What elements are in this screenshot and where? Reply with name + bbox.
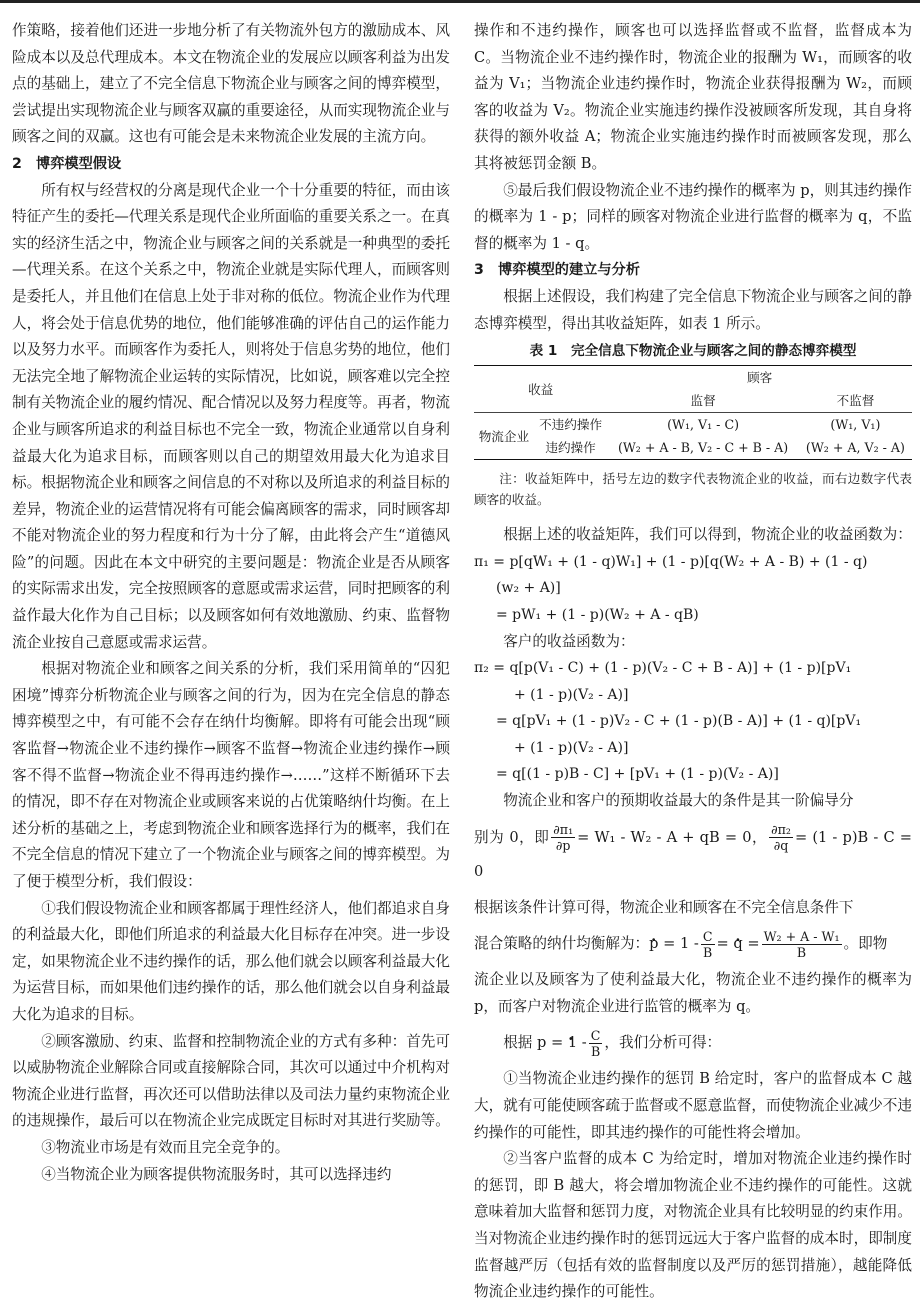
equation-pi2-line5: = q[(1 - p)B - C] + [pV₁ + (1 - p)(V₂ - A)] bbox=[496, 766, 779, 783]
table-col-group-header: 顾客 bbox=[607, 366, 912, 390]
fraction-w-over-b: $\frac{\text{W₂ + A - W₁}}{B}$ bbox=[763, 928, 840, 960]
equation-pi2-line2: + (1 - p)(V₂ - A)] bbox=[514, 686, 629, 703]
assumption-5: ⑤最后我们假设物流企业不违约操作的概率为 p，则其违约操作的概率为 1 - p；同样的顾客对物流企业进行监督的概率为 q，不监督的概率为 1 - q。 bbox=[474, 181, 912, 252]
table-note: 注：收益矩阵中，括号左边的数字代表物流企业的收益，而右边数字代表顾客的收益。 bbox=[474, 471, 912, 508]
equilibrium-line: 混合策略的纳什均衡解为：· p = 1 - $\frac{C}{B}$ = · q = $\frac{\text{W₂ + A - W₁}}{B}$ 。即物 bbox=[474, 927, 912, 961]
equation-pi2-line3: = q[pV₁ + (1 - p)V₂ - C + (1 - p)(B - A)] + (1 - q)[pV₁ bbox=[496, 713, 862, 730]
paragraph-intro: 作策略，接着他们还进一步地分析了有关物流外包方的激励成本、风险成本以及总代理成本。本文在物流企业的发展应以顾客利益为出发点的基础上，建立了不完全信息下物流企业与顾客之间的博弈模型，尝试提出实现物流企业与顾客双赢的重要途径，从而实现物流企业与顾客之间的双赢。这也有可能会是未来物流企业发展的主流方向。 bbox=[12, 22, 450, 146]
table-row-group-header: 物流企业 bbox=[474, 413, 534, 460]
left-column bbox=[12, 18, 450, 1188]
paragraph-prisoners-dilemma: 根据对物流企业和顾客之间关系的分析，我们采用简单的“囚犯困境”博弈分析物流企业与顾客之间的行为，因为在完全信息的静态博弈模型之中，有可能不会存在纳什均衡解。即将有可能会出现“顾客监督→物流企业不违约操作→顾客不监督→物流企业违约操作→顾客不得不监督→物流企业不得再违约操作→……”这样不断循环下去的情况，即不存在对物流企业或顾客来说的占优策略纳什均衡。在上述分析的基础之上，考虑到物流企业和顾客选择行为的概率，我们在不完全信息的情况下建立了一个物流企业与顾客之间的博弈模型。为了便于模型分析，我们假设： bbox=[12, 660, 450, 890]
fraction-d-pi1-dp: $\frac{\text{∂π₁}}{\partial p}$ bbox=[553, 822, 574, 854]
section-heading-2: 2 博弈模型假设 bbox=[12, 155, 122, 172]
paragraph-calc: 根据该条件计算可得，物流企业和顾客在不完全信息条件下 bbox=[474, 898, 854, 916]
paragraph-model-intro: 根据上述假设，我们构建了完全信息下物流企业与顾客之间的静态博弈模型，得出其收益矩阵，如表 1 所示。 bbox=[474, 287, 912, 332]
table-caption: 表 1 完全信息下物流企业与顾客之间的静态博弈模型 bbox=[529, 343, 857, 360]
equation-pi1-line3: = pW₁ + (1 - p)(W₂ + A - qB) bbox=[496, 606, 699, 623]
table-col-header-supervise: 监督 bbox=[607, 389, 798, 413]
table-row-header-violation: 违约操作 bbox=[534, 436, 608, 460]
q-dot-symbol: · q bbox=[733, 935, 742, 952]
section-heading-3: 3 博弈模型的建立与分析 bbox=[474, 262, 640, 279]
equation-pi1-line2: (w₂ + A)] bbox=[496, 580, 561, 597]
result-1: ①当物流企业违约操作的惩罚 B 给定时，客户的监督成本 C 越大，就有可能使顾客疏于监督或不愿意监督，而使物流企业减少不违约操作的可能性，即其违约操作的可能性将会增加。 bbox=[474, 1070, 912, 1141]
table-corner-header: 收益 bbox=[474, 366, 607, 413]
paragraph-first-order: 物流企业和客户的预期收益最大的条件是其一阶偏导分 bbox=[503, 792, 854, 810]
right-column bbox=[474, 18, 912, 1306]
assumption-4-cont: 操作和不违约操作，顾客也可以选择监督或不监督，监督成本为 C。当物流企业不违约操作时，物流企业的报酬为 W₁，而顾客的收益为 V₁；当物流企业违约操作时，物流企业获得报酬为 W₂，而顾客的收益为 V₂。物流企业实施违约操作没被顾客所发现，其自身将获得的额外收益 A；物流企业实施违约操作时而被顾客发现，那么其将被惩罚金额 B。 bbox=[474, 22, 912, 172]
equation-pi2-line1: π₂ = q[p(V₁ - C) + (1 - p)(V₂ - C + B - A)] + (1 - p)[pV₁ bbox=[474, 660, 852, 677]
assumption-4-start: ④当物流企业为顾客提供物流服务时，其可以选择违约 bbox=[41, 1165, 392, 1183]
table-col-header-no-supervise: 不监督 bbox=[799, 389, 912, 413]
table-cell-compliant-supervise: (W₁, V₁ - C) bbox=[607, 413, 798, 437]
fraction-d-pi2-dq: $\frac{\text{∂π₂}}{\partial q}$ bbox=[771, 822, 791, 854]
partial-derivative-line: 别为 0，即 $\frac{\text{∂π₁}}{\partial p}$ = W₁ - W₂ - A + qB = 0， $\frac{\text{∂π₂}}{\partial q}$ = (1 - p)B - C = 0 bbox=[474, 822, 912, 880]
equation-pi1-line1: π₁ = p[qW₁ + (1 - q)W₁] + (1 - p)[q(W₂ + A - B) + (1 - q) bbox=[474, 553, 868, 570]
table-cell-violation-no-supervise: (W₂ + A, V₂ - A) bbox=[799, 436, 912, 460]
result-2: ②当客户监督的成本 C 为给定时，增加对物流企业违约操作时的惩罚，即 B 越大，将会增加物流企业不违约操作的可能性。这就意味着加大监督和惩罚力度，对物流企业具有比较明显的约束作用。当对物流企业违约操作时的惩罚远远大于客户监督的成本时，即制度监督越严厉（包括有效的监督制度以及严厉的惩罚措施），越能降低物流企业违约操作的可能性。 bbox=[474, 1150, 912, 1301]
equation-pi2-line4: + (1 - p)(V₂ - A)] bbox=[514, 739, 629, 756]
fraction-c-over-b-2: $\frac{C}{B}$ bbox=[590, 1027, 601, 1059]
assumption-1: ①我们假设物流企业和顾客都属于理性经济人，他们都追求自身的利益最大化，即他们所追求的利益最大化目标存在冲突。进一步设定，如果物流企业不违约操作的话，那么他们就会以顾客利益最大化为运营目标，而如果他们违约操作的话，那么他们就会以自身利益最大化为追求的目标。 bbox=[12, 899, 450, 1023]
paragraph-principal-agent: 所有权与经营权的分离是现代企业一个十分重要的特征，而由该特征产生的委托—代理关系是现代企业所面临的重要关系之一。在真实的经济生活之中，物流企业与顾客之间的关系就是一种典型的委托—代理关系。在这个关系之中，物流企业就是实际代理人，而顾客则是委托人，并且他们在信息上处于非对称的低位。物流企业作为代理人，将会处于信息优势的地位，他们能够准确的评估自己的运作能力以及努力水平。而顾客作为委托人，则将处于信息劣势的地位，他们无法完全地了解物流企业运转的实际情况，比如说，顾客难以完全控制有关物流企业的履约情况、配合情况以及努力程度等。再者，物流企业与顾客所追求的利益目标也不完全一致，物流企业通常以自身利益最大化为追求目标，而顾客则以自己的期望效用最大化为追求目标。根据物流企业和顾客之间信息的不对称以及所追求的利益目标的差异，物流企业的运营情况将有可能会偏离顾客的需求，同时顾客却不能对物流企业的努力程度和行为十分了解，由此将会产生“道德风险”的问题。因此在本文中研究的主要问题是：物流企业是否从顾客的实际需求出发，完全按照顾客的意愿或需求运营，同时把顾客的利益作最大化作为自己目标；以及顾客如何有效地激励、约束、监督物流企业按自己意愿或需求运营。 bbox=[12, 181, 450, 651]
analysis-intro-line: 根据 · p = 1 - $\frac{C}{B}$ ，我们分析可得： bbox=[474, 1026, 912, 1060]
header-rule bbox=[0, 0, 920, 3]
assumption-3: ③物流业市场是有效而且完全竞争的。 bbox=[41, 1138, 290, 1156]
fraction-c-over-b: $\frac{C}{B}$ bbox=[702, 928, 713, 960]
table-row-header-compliant: 不违约操作 bbox=[534, 413, 608, 437]
table-cell-violation-supervise: (W₂ + A - B, V₂ - C + B - A) bbox=[607, 436, 798, 460]
assumption-2: ②顾客激励、约束、监督和控制物流企业的方式有多种：首先可以威胁物流企业解除合同或直接解除合同，其次可以通过中介机构对物流企业进行监督，再次还可以借助法律以及司法力量约束物流企业的违规操作，最后可以在物流企业完成既定目标时对其进行奖励等。 bbox=[12, 1032, 450, 1130]
table-cell-compliant-no-supervise: (W₁, V₁) bbox=[799, 413, 912, 437]
paragraph-payoff-function: 根据上述的收益矩阵，我们可以得到，物流企业的收益函数为： bbox=[503, 526, 912, 544]
payoff-matrix-table bbox=[474, 365, 912, 460]
paragraph-customer-function: 客户的收益函数为： bbox=[503, 632, 635, 650]
paragraph-probabilities: 流企业以及顾客为了使利益最大化，物流企业不违约操作的概率为 p，而客户对物流企业进行监管的概率为 q。 bbox=[474, 971, 912, 1015]
p-dot-symbol: · p bbox=[649, 935, 658, 952]
p-dot-symbol-2: · p bbox=[537, 1034, 546, 1051]
